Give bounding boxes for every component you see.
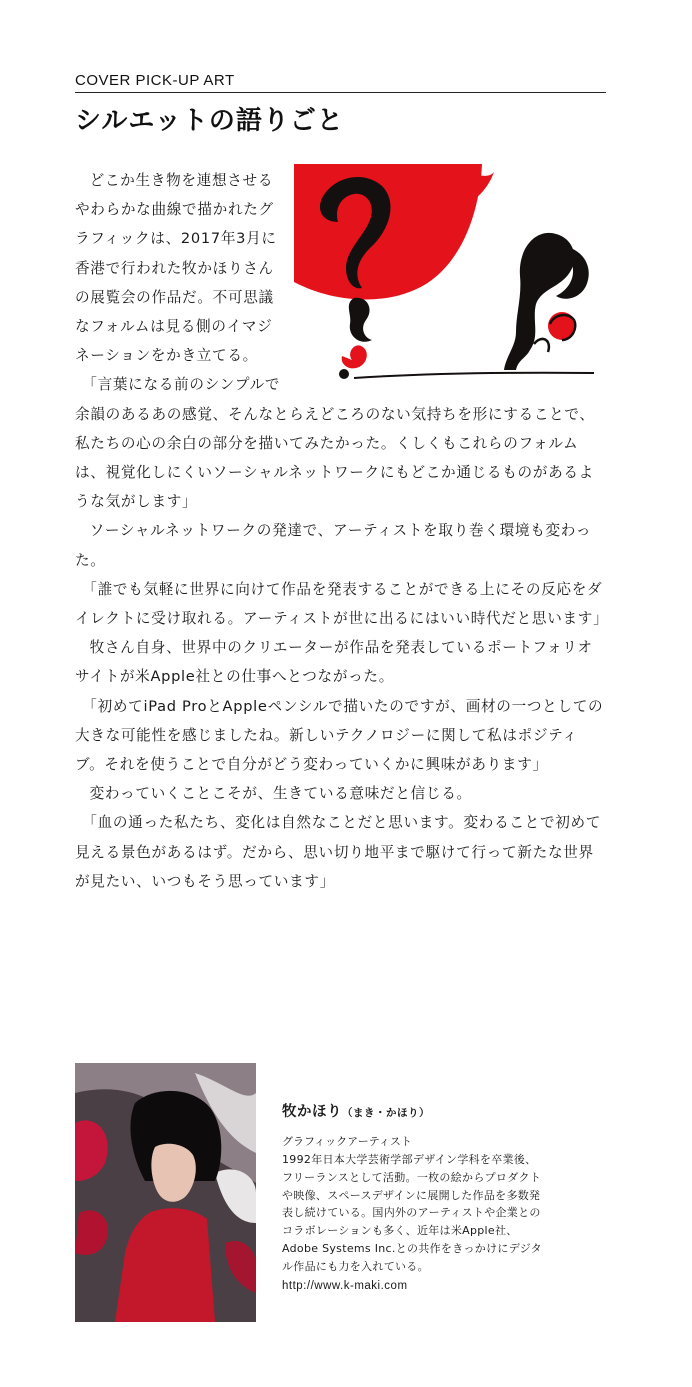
artist-name-text: 牧かほり: [282, 1104, 342, 1120]
page-title: シルエットの語りごと: [75, 106, 344, 136]
artwork-red-sun: [294, 164, 482, 300]
paragraph: 変わっていくことこそが、生きている意味だと信じる。: [89, 785, 472, 803]
paragraph: 牧さん自身、世界中のクリエーターが作品を発表しているポートフォリオサイトが米Apple社との仕事へとつながった。: [75, 639, 593, 686]
artist-portrait: [75, 1063, 256, 1322]
paragraph: どこか生き物を連想させるやわらかな曲線で描かれたグラフィックは、2017年3月に香港で行われた牧かほりさんの展覧会の作品だ。不可思議なフォルムは見る側のイマジネーションをかき立てる。: [75, 172, 277, 365]
article-body: [75, 166, 609, 896]
cover-artwork: [294, 164, 614, 390]
artwork-black-figure: [504, 233, 574, 370]
artist-name-reading: （まき・かほり）: [342, 1107, 430, 1119]
artist-url[interactable]: http://www.k-maki.com: [282, 1279, 408, 1292]
section-label: COVER PICK-UP ART: [75, 72, 235, 89]
artist-name: [282, 1100, 542, 1121]
artist-role: グラフィックアーティスト: [282, 1135, 412, 1148]
paragraph-quote: 「言葉になる前のシンプルで余韻のあるあの感覚、そんなとらえどころのない気持ちを形にすることで、私たちの心の余白の部分を描いてみたかった。くしくもこれらのフォルムは、視覚化しにくいソーシャルネットワークにもどこか通じるものがあるような気がします」: [75, 376, 595, 511]
artwork-ground-line: [354, 373, 594, 378]
paragraph-quote: 「初めてiPad ProとAppleペンシルで描いたのですが、画材の一つとしての大きな可能性を感じましたね。新しいテクノロジーに関して私はポジティブ。それを使うことで自分がどう変わっていくかに興味があります」: [75, 697, 604, 774]
artist-bio-text: 1992年日本大学芸術学部デザイン学科を卒業後、フリーランスとして活動。一枚の絵からプロダクトや映像、スペースデザインに展開した作品を多数発表し続けている。国内外のアーティストや企業とのコラボレーションも多く、近年は米Apple社、Adobe Systems Inc.との共作をきっかけにデジタル作品にも力を入れている。: [282, 1153, 542, 1273]
paragraph: ソーシャルネットワークの発達で、アーティストを取り巻く環境も変わった。: [75, 522, 592, 569]
paragraph-quote: 「誰でも気軽に世界に向けて作品を発表することができる上にその反応をダイレクトに受け取れる。アーティストが世に出るにはいい時代だと思います」: [75, 580, 609, 628]
paragraph-quote: 「血の通った私たち、変化は自然なことだと思います。変わることで初めて見える景色があるはず。だから、思い切り地平まで駆けて行って新たな世界が見たい、いつもそう思っています」: [75, 814, 602, 890]
header-rule: [75, 92, 606, 93]
artist-bio: [282, 1100, 542, 1295]
